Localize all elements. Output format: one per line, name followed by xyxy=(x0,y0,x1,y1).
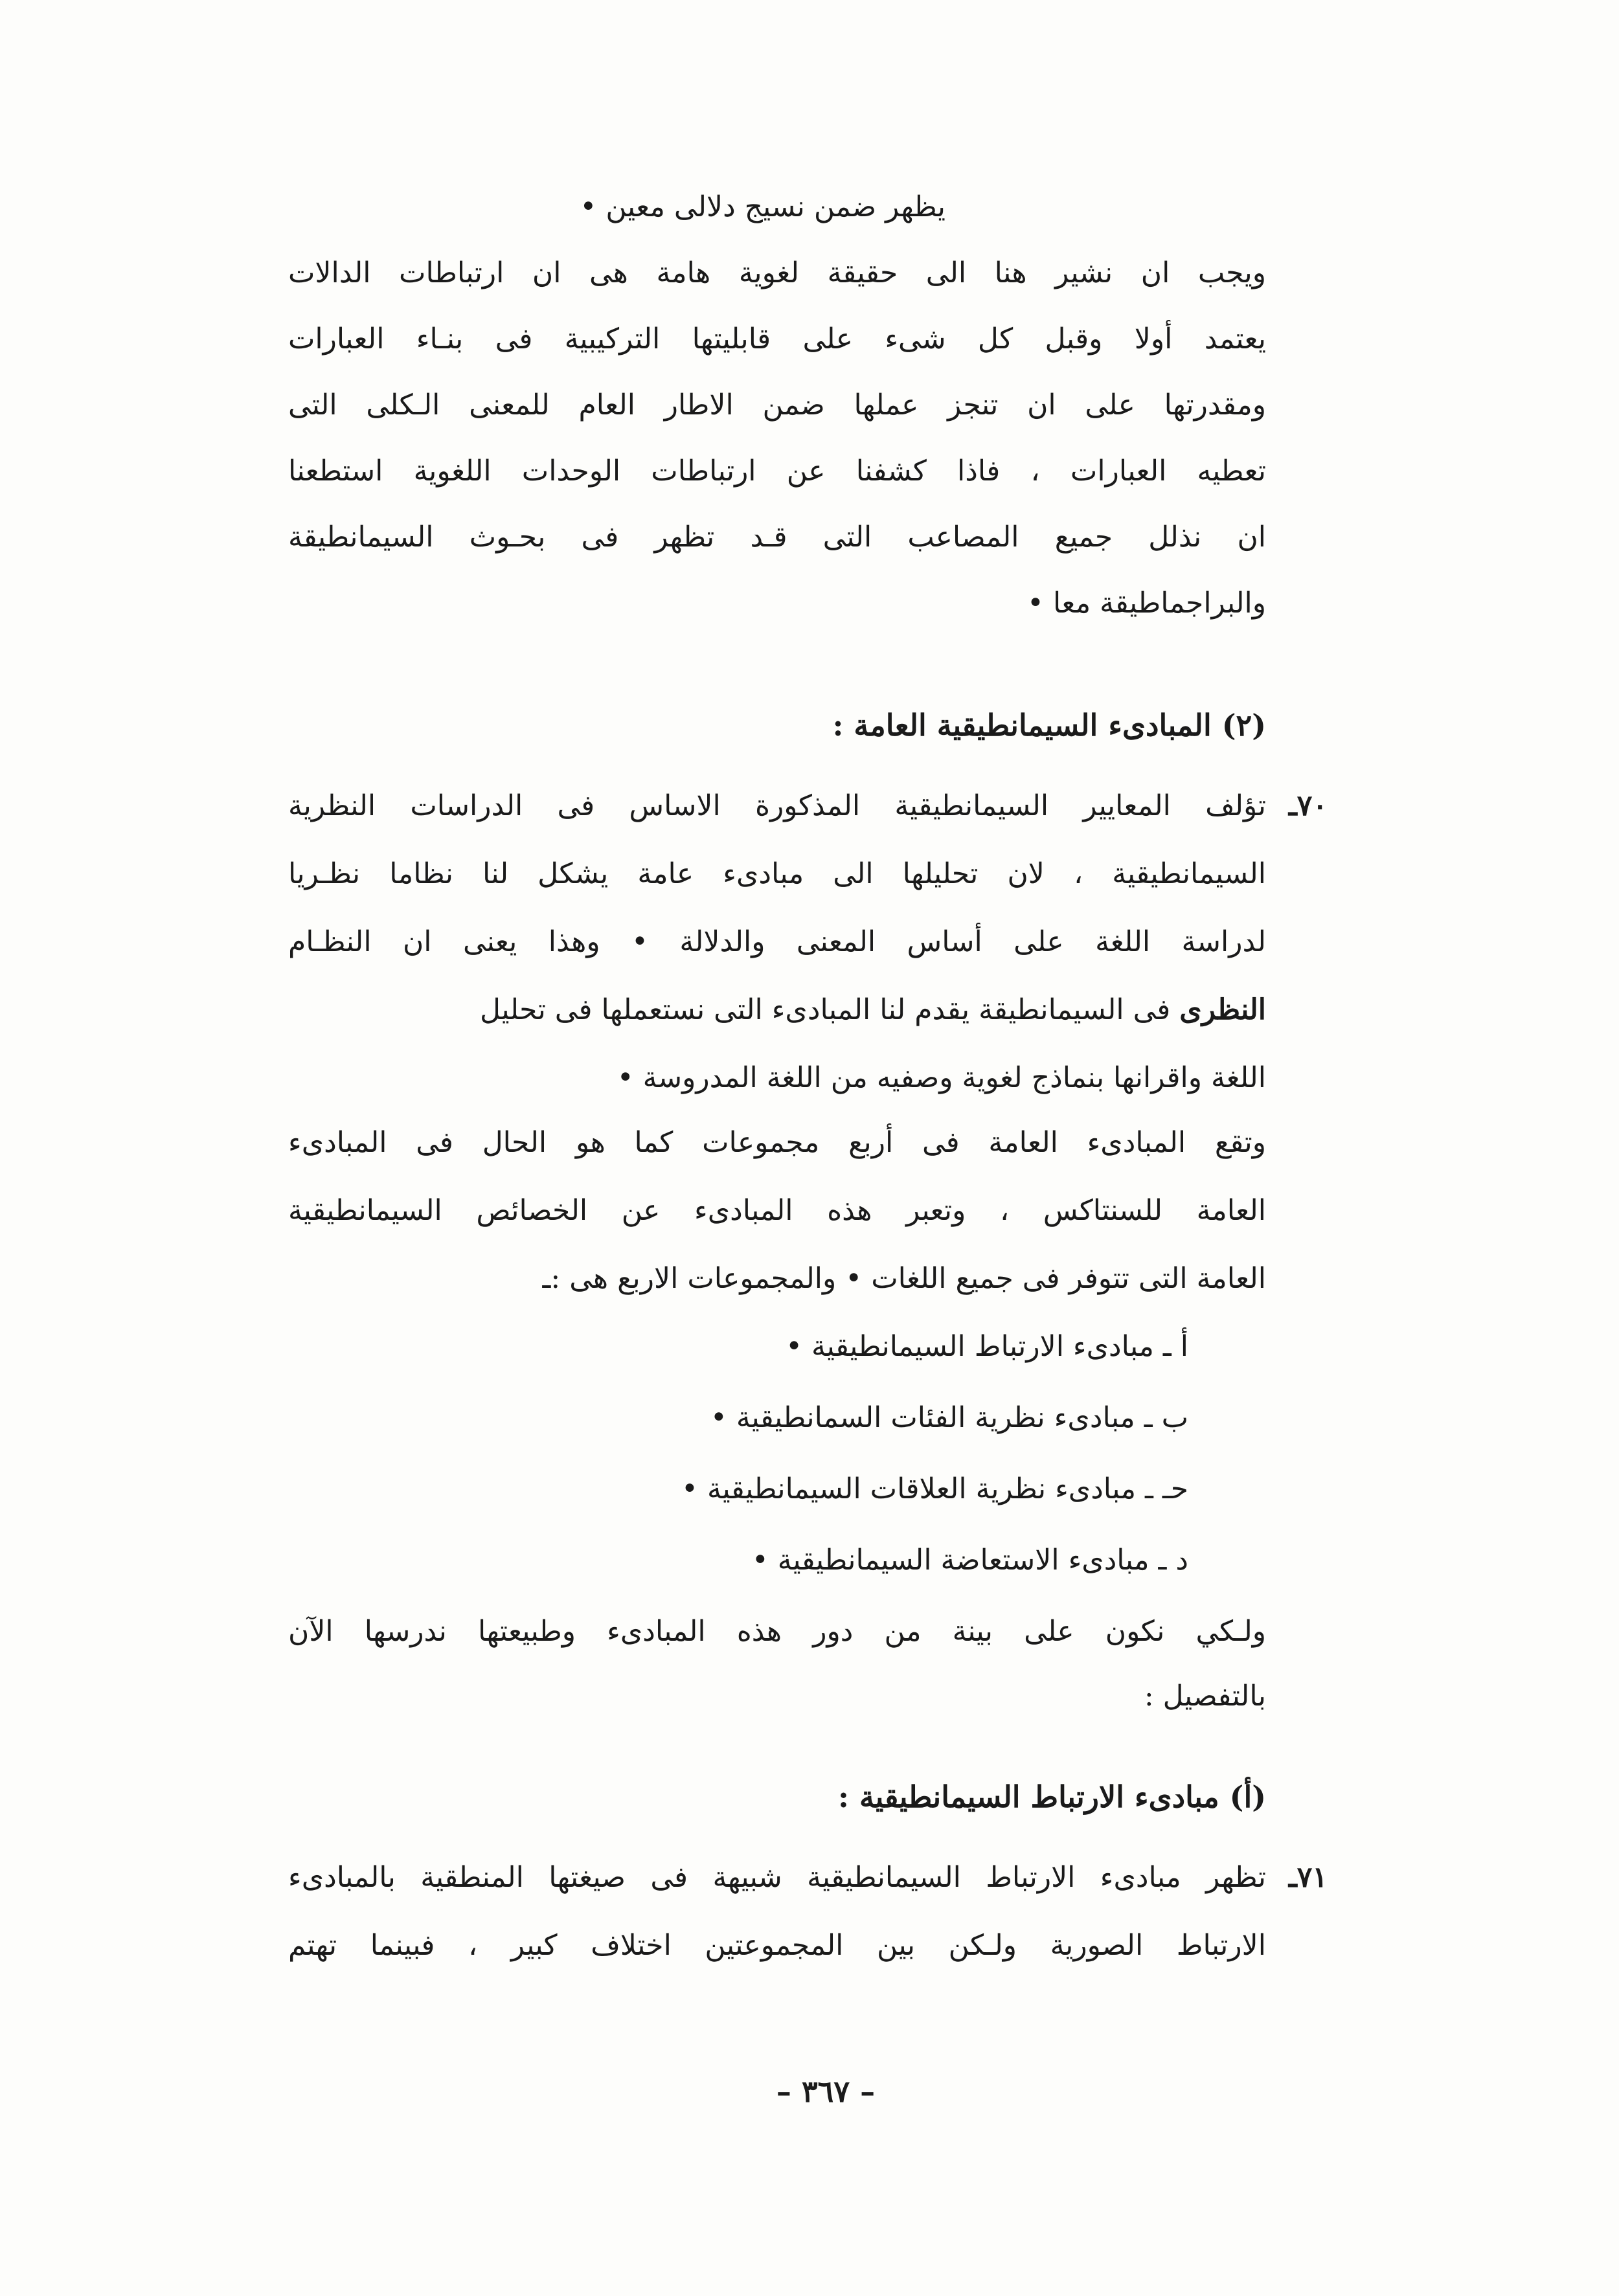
section-heading: (أ) مبادىء الارتباط السيمانطيقية : xyxy=(837,1779,1266,1814)
text-line: ومقدرتها على ان تنجز عملها ضمن الاطار العام للمعنى الـكلى التى xyxy=(288,388,1266,422)
text-line: تعطيه العبارات ، فاذا كشفنا عن ارتباطات الوحدات اللغوية استطعنا xyxy=(288,455,1266,488)
list-item: ب ـ مبادىء نظرية الفئات السمانطيقية • xyxy=(710,1401,1188,1434)
text-line: وتقع المبادىء العامة فى أربع مجموعات كما هو الحال فى المبادىء xyxy=(288,1126,1266,1159)
text-line: والبراجماطيقة معا • xyxy=(1027,587,1266,620)
page-number: – ٣٦٧ – xyxy=(776,2074,876,2109)
text-line: السيمانطيقية ، لان تحليلها الى مبادىء عامة يشكل لنا نظاما نظـريا xyxy=(288,857,1266,890)
text-line: العامة للسنتاكس ، وتعبر هذه المبادىء عن الخصائص السيمانطيقية xyxy=(288,1194,1266,1227)
text-line: ويجب ان نشير هنا الى حقيقة لغوية هامة هى ان ارتباطات الدالات xyxy=(288,256,1266,289)
text-line: تؤلف المعايير السيمانطيقية المذكورة الاساس فى الدراسات النظرية xyxy=(288,789,1266,822)
list-item: أ ـ مبادىء الارتباط السيمانطيقية • xyxy=(786,1330,1188,1363)
text-line: اللغة واقرانها بنماذج لغوية وصفيه من اللغة المدروسة • xyxy=(617,1061,1266,1094)
list-item: د ـ مبادىء الاستعاضة السيمانطيقية • xyxy=(751,1544,1188,1577)
text-line: يعتمد أولا وقبل كل شىء على قابليتها التركيبية فى بنـاء العبارات xyxy=(288,322,1266,355)
text-line: ان نذلل جميع المصاعب التى قـد تظهر فى بحـوث السيمانطيقة xyxy=(288,521,1266,554)
text-line: بالتفصيل : xyxy=(1144,1680,1266,1713)
text-line: يظهر ضمن نسيج دلالى معين • xyxy=(580,190,945,223)
text-line: العامة التى تتوفر فى جميع اللغات • والمجموعات الاربع هى :ـ xyxy=(542,1262,1266,1295)
paragraph-number: ٧٠ـ xyxy=(1288,789,1328,822)
text-line xyxy=(288,991,1266,1030)
text-fragment: فى السيمانطيقة يقدم لنا المبادىء التى نستعملها فى تحليل xyxy=(480,993,1171,1026)
bold-term: النظرى xyxy=(1179,993,1266,1026)
text-line: تظهر مبادىء الارتباط السيمانطيقية شبيهة فى صيغتها المنطقية بالمبادىء xyxy=(288,1861,1266,1894)
text-line: ولـكي نكون على بينة من دور هذه المبادىء وطبيعتها ندرسها الآن xyxy=(288,1615,1266,1648)
text-line: الارتباط الصورية ولـكن بين المجموعتين اختلاف كبير ، فبينما تهتم xyxy=(288,1929,1266,1962)
paragraph-number: ٧١ـ xyxy=(1288,1861,1328,1894)
list-item: حـ ـ مبادىء نظرية العلاقات السيمانطيقية • xyxy=(681,1472,1188,1505)
text-line: لدراسة اللغة على أساس المعنى والدلالة • وهذا يعنى ان النظـام xyxy=(288,925,1266,958)
section-heading: (٢) المبادىء السيمانطيقية العامة : xyxy=(832,708,1266,743)
